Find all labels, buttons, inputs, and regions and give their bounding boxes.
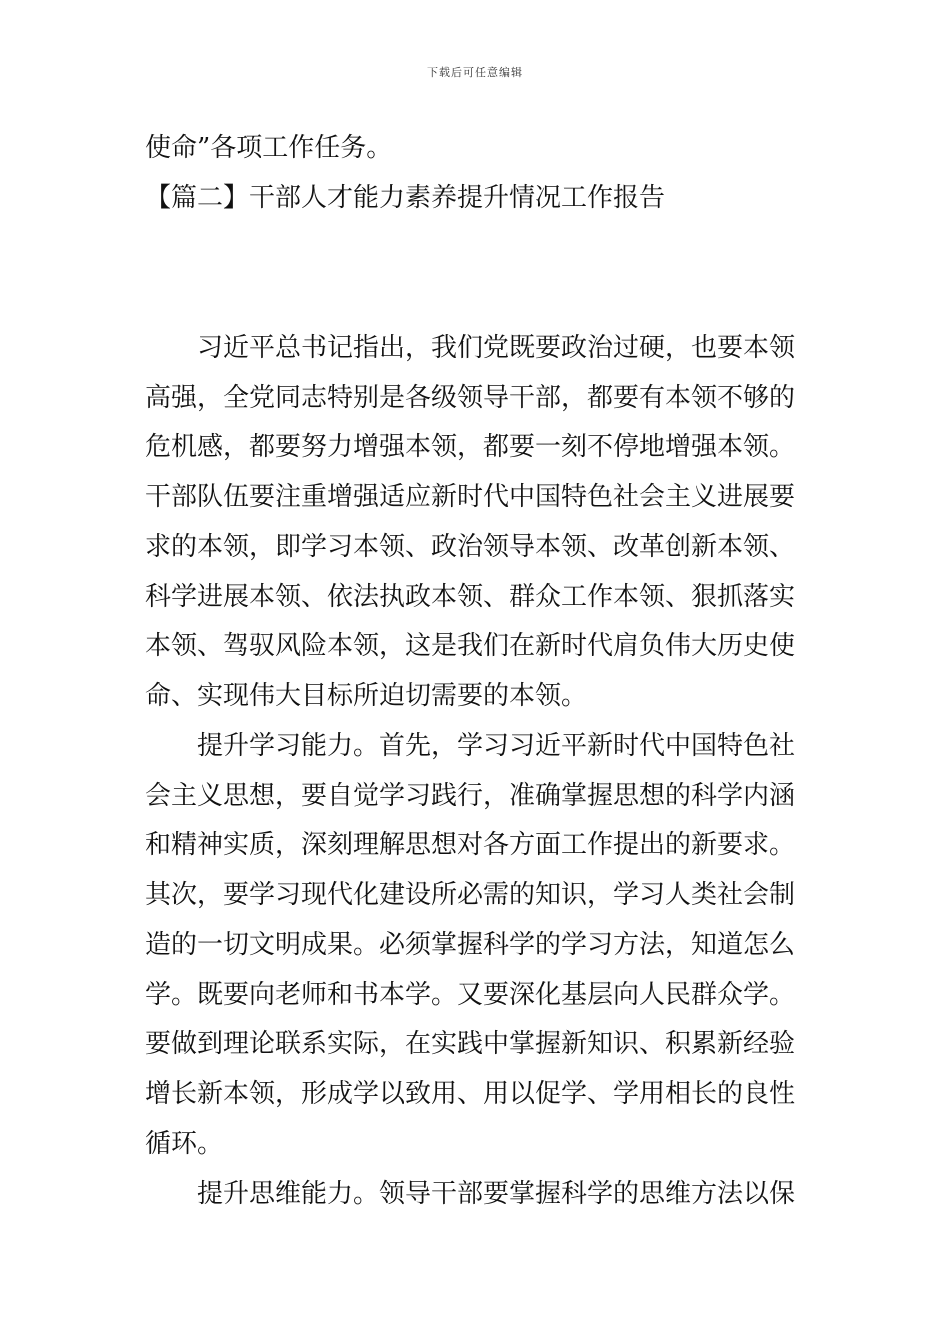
text-line: 高强，全党同志特别是各级领导干部，都要有本领不够的	[145, 383, 796, 413]
text-line: 和精神实质，深刻理解思想对各方面工作提出的新要求。	[145, 830, 796, 860]
text-line: 其次，要学习现代化建设所必需的知识，学习人类社会制	[145, 880, 796, 910]
text-line: 求的本领，即学习本领、政治领导本领、改革创新本领、	[145, 532, 796, 562]
section-title: 【篇二】干部人才能力素养提升情况工作报告	[145, 183, 666, 213]
text-line: 提升思维能力。领导干部要掌握科学的思维方法以保	[197, 1179, 796, 1209]
text-line: 使命”各项工作任务。	[145, 133, 393, 163]
text-line: 会主义思想，要自觉学习践行，准确掌握思想的科学内涵	[145, 781, 796, 811]
text-line: 干部队伍要注重增强适应新时代中国特色社会主义进展要	[145, 482, 796, 512]
text-line: 循环。	[145, 1129, 224, 1159]
text-line: 要做到理论联系实际，在实践中掌握新知识、积累新经验	[145, 1029, 796, 1059]
page-header: 下载后可任意编辑	[427, 66, 523, 79]
text-line: 提升学习能力。首先，学习习近平新时代中国特色社	[197, 731, 796, 761]
text-line: 本领、驾驭风险本领，这是我们在新时代肩负伟大历史使	[145, 631, 796, 661]
text-line: 学。既要向老师和书本学。又要深化基层向人民群众学。	[145, 980, 796, 1010]
text-line: 习近平总书记指出，我们党既要政治过硬，也要本领	[197, 333, 796, 363]
text-line: 增长新本领，形成学以致用、用以促学、学用相长的良性	[145, 1079, 796, 1109]
text-line: 造的一切文明成果。必须掌握科学的学习方法，知道怎么	[145, 930, 796, 960]
text-line: 科学进展本领、依法执政本领、群众工作本领、狠抓落实	[145, 582, 796, 612]
text-line: 命、实现伟大目标所迫切需要的本领。	[145, 681, 588, 711]
text-line: 危机感，都要努力增强本领，都要一刻不停地增强本领。	[145, 432, 796, 462]
